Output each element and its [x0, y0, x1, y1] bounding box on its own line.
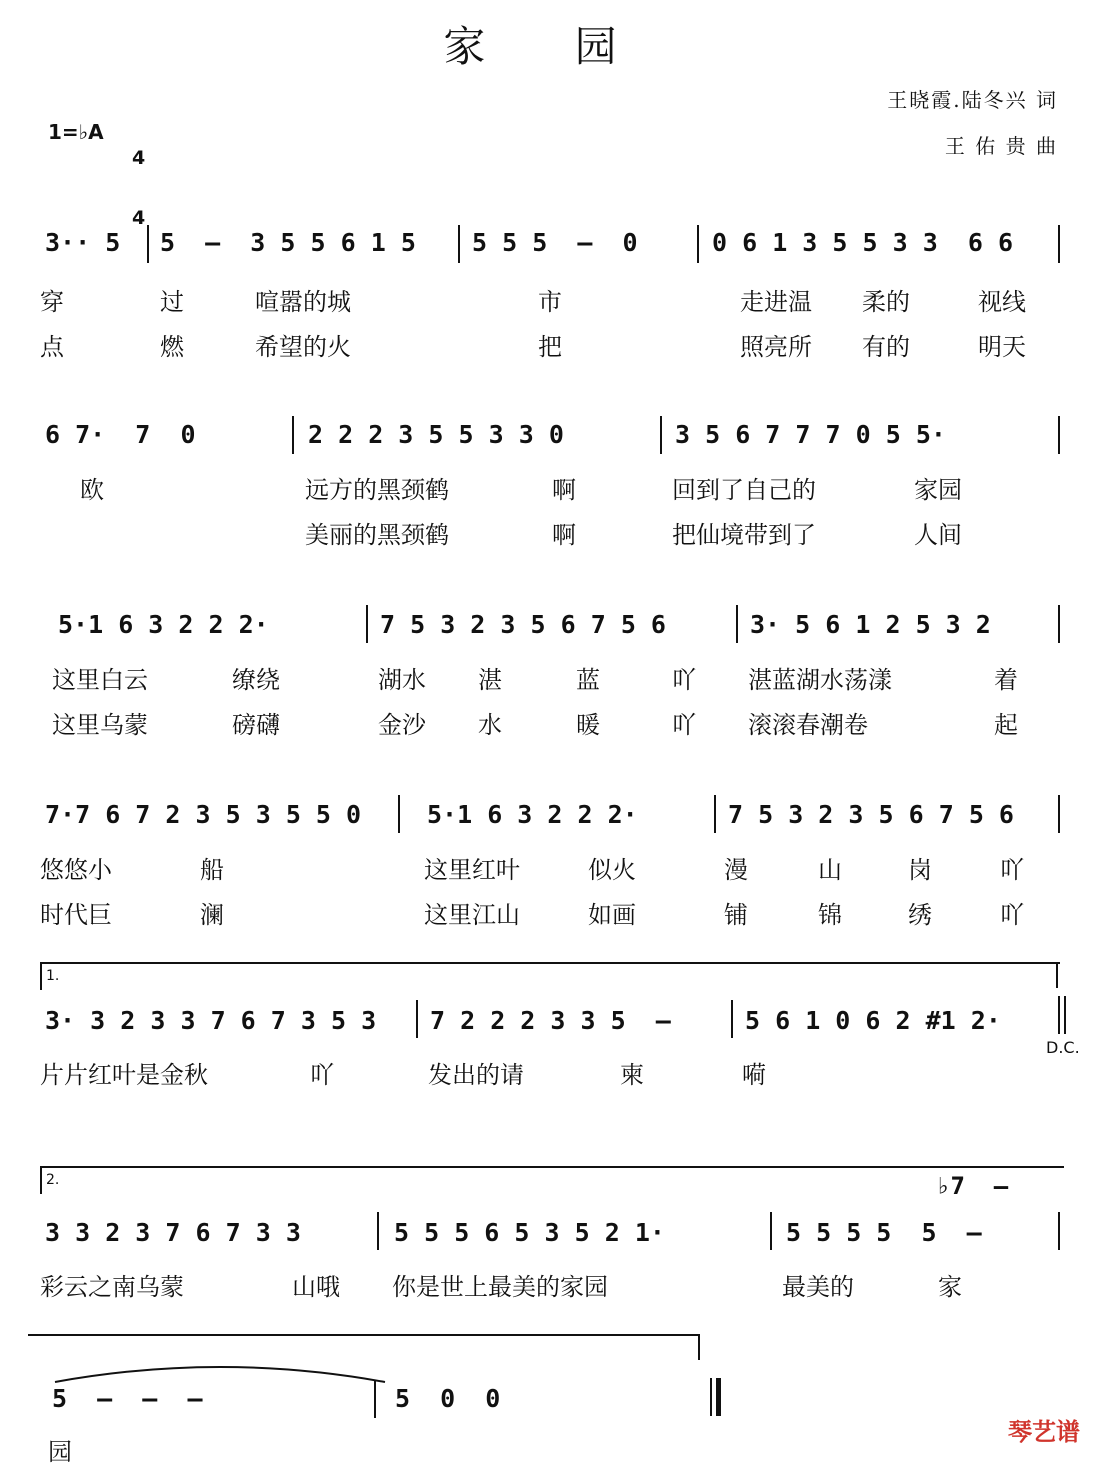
lyric: 远方的黑颈鹤 — [305, 476, 449, 504]
barline — [1058, 225, 1060, 263]
lyric: 柬 — [620, 1061, 644, 1089]
lyric: 把 — [538, 333, 562, 361]
final-barline-thin — [710, 1378, 712, 1416]
time-signature-bottom: 4 — [132, 207, 146, 229]
lyric: 过 — [160, 288, 184, 316]
watermark-logo: 琴艺谱 — [1008, 1418, 1080, 1446]
time-signature-top: 4 — [132, 147, 146, 169]
notation-line-5 — [0, 1006, 1098, 1046]
notation-line-1 — [0, 228, 1098, 268]
lyric: 起 — [994, 711, 1018, 739]
measure: 5 6 1 0 6 2 #1 2· — [745, 1006, 1001, 1035]
lyric: 金沙 — [378, 711, 426, 739]
measure: 3· 5 6 1 2 5 3 2 — [750, 610, 991, 639]
lyric: 照亮所 — [740, 333, 812, 361]
lyric: 吖 — [310, 1061, 334, 1089]
measure: 5 0 0 — [395, 1384, 501, 1413]
barline — [714, 795, 716, 833]
composer-credit: 王 佑 贵 曲 — [944, 134, 1058, 158]
lyric: 欧 — [80, 476, 104, 504]
volta-bracket-2 — [40, 1166, 1064, 1194]
lyric: 船 — [200, 856, 224, 884]
measure: 7 5 3 2 3 5 6 7 5 6 — [380, 610, 666, 639]
lyric: 视线 — [978, 288, 1026, 316]
barline — [1064, 996, 1066, 1034]
lyric: 人间 — [914, 521, 962, 549]
lyric: 园 — [48, 1438, 72, 1466]
lyric: 希望的火 — [255, 333, 351, 361]
lyric: 澜 — [200, 901, 224, 929]
barline — [1058, 795, 1060, 833]
lyric: 家 — [938, 1273, 962, 1301]
lyric: 岗 — [908, 856, 932, 884]
notation-line-7 — [0, 1384, 1098, 1424]
lyric: 把仙境带到了 — [672, 521, 816, 549]
lyric: 走进温 — [740, 288, 812, 316]
lyric: 吖 — [1000, 856, 1024, 884]
barline — [1058, 996, 1060, 1034]
lyric: 悠悠小 — [40, 856, 112, 884]
barline — [377, 1212, 379, 1250]
lyric: 有的 — [862, 333, 910, 361]
measure: 7·7 6 7 2 3 5 3 5 5 0 — [45, 800, 362, 829]
lyric: 美丽的黑颈鹤 — [305, 521, 449, 549]
lyric: 蓝 — [576, 666, 600, 694]
measure: 5 5 5 – 0 — [472, 228, 638, 257]
barline — [1058, 1212, 1060, 1250]
measure: 5·1 6 3 2 2 2· — [58, 610, 269, 639]
lyric: 你是世上最美的家园 — [392, 1273, 608, 1301]
lyric: 最美的 — [782, 1273, 854, 1301]
lyricist-credit: 王晓霞.陆冬兴 词 — [887, 88, 1058, 112]
lyric: 这里江山 — [424, 901, 520, 929]
barline — [147, 225, 149, 263]
lyric: 山哦 — [292, 1273, 340, 1301]
lyric: 湛 — [478, 666, 502, 694]
barline — [731, 1000, 733, 1038]
lyric: 铺 — [724, 901, 748, 929]
lyric: 发出的请 — [428, 1061, 524, 1089]
barline — [374, 1380, 376, 1418]
lyric: 明天 — [978, 333, 1026, 361]
final-barline-thick — [716, 1378, 721, 1416]
lyric: 着 — [994, 666, 1018, 694]
lyric: 家园 — [914, 476, 962, 504]
key-signature: 1=♭A — [48, 120, 104, 144]
lyric: 穿 — [40, 288, 64, 316]
lyric: 湖水 — [378, 666, 426, 694]
lyric: 时代巨 — [40, 901, 112, 929]
lyric: 吖 — [672, 666, 696, 694]
measure: 7 5 3 2 3 5 6 7 5 6 — [728, 800, 1014, 829]
barline — [770, 1212, 772, 1250]
measure: 3·· 5 — [45, 228, 121, 257]
lyric: 点 — [40, 333, 64, 361]
barline — [1058, 416, 1060, 454]
lyric: 彩云之南乌蒙 — [40, 1273, 184, 1301]
barline — [398, 795, 400, 833]
measure: 7 2 2 2 3 3 5 – — [430, 1006, 671, 1035]
lyric: 磅礴 — [232, 711, 280, 739]
notation-line-2 — [0, 420, 1098, 460]
volta-number-2: 2. — [46, 1172, 60, 1188]
measure: 6 7· 7 0 — [45, 420, 196, 449]
barline — [458, 225, 460, 263]
lyric: 喧嚣的城 — [255, 288, 351, 316]
measure: 5 5 5 6 5 3 5 2 1· — [394, 1218, 665, 1247]
notation-line-6 — [0, 1218, 1098, 1258]
lyric: 吖 — [672, 711, 696, 739]
lyric: 嗬 — [742, 1061, 766, 1089]
lyric: 啊 — [552, 476, 576, 504]
lyric: 漫 — [724, 856, 748, 884]
da-capo-mark: D.C. — [1046, 1038, 1080, 1057]
measure: 5 – 3 5 5 6 1 5 — [160, 228, 416, 257]
lyric: 柔的 — [862, 288, 910, 316]
volta-number-1: 1. — [46, 968, 60, 984]
lyric: 湛蓝湖水荡漾 — [748, 666, 892, 694]
lyric: 似火 — [588, 856, 636, 884]
measure: 2 2 2 3 5 5 3 3 0 — [308, 420, 564, 449]
measure: 0 6 1 3 5 5 3 3 6 6 — [712, 228, 1014, 257]
lyric: 锦 — [818, 901, 842, 929]
lyric: 滚滚春潮卷 — [748, 711, 868, 739]
barline — [416, 1000, 418, 1038]
notation-line-3 — [0, 610, 1098, 650]
measure: 3 5 6 7 7 7 0 5 5· — [675, 420, 946, 449]
measure: 5 – – – — [52, 1384, 203, 1413]
barline — [697, 225, 699, 263]
lyric: 市 — [538, 288, 562, 316]
measure: 5·1 6 3 2 2 2· — [427, 800, 638, 829]
lyric: 缭绕 — [232, 666, 280, 694]
lyric: 这里白云 — [52, 666, 148, 694]
volta-end — [1056, 962, 1058, 988]
barline — [736, 605, 738, 643]
lyric: 山 — [818, 856, 842, 884]
volta-bracket-1 — [40, 962, 1060, 990]
barline — [660, 416, 662, 454]
lyric: 如画 — [588, 901, 636, 929]
lyric: 啊 — [552, 521, 576, 549]
time-signature — [132, 108, 145, 248]
lyric: 这里红叶 — [424, 856, 520, 884]
measure: 5 5 5 5 5 – — [786, 1218, 982, 1247]
lyric: 回到了自己的 — [672, 476, 816, 504]
alternate-note: ♭7 – — [936, 1172, 1009, 1200]
measure: 3· 3 2 3 3 7 6 7 3 5 3 — [45, 1006, 377, 1035]
barline — [366, 605, 368, 643]
volta-bracket-continuation — [28, 1334, 700, 1336]
page-title: 家 园 — [443, 22, 655, 71]
lyric: 这里乌蒙 — [52, 711, 148, 739]
lyric: 燃 — [160, 333, 184, 361]
barline — [1058, 605, 1060, 643]
lyric: 水 — [478, 711, 502, 739]
volta-end — [698, 1334, 700, 1360]
lyric: 片片红叶是金秋 — [40, 1061, 208, 1089]
lyric: 暖 — [576, 711, 600, 739]
lyric: 吖 — [1000, 901, 1024, 929]
measure: 3 3 2 3 7 6 7 3 3 — [45, 1218, 301, 1247]
notation-line-4 — [0, 800, 1098, 840]
tie-curve — [50, 1352, 390, 1386]
barline — [292, 416, 294, 454]
lyric: 绣 — [908, 901, 932, 929]
